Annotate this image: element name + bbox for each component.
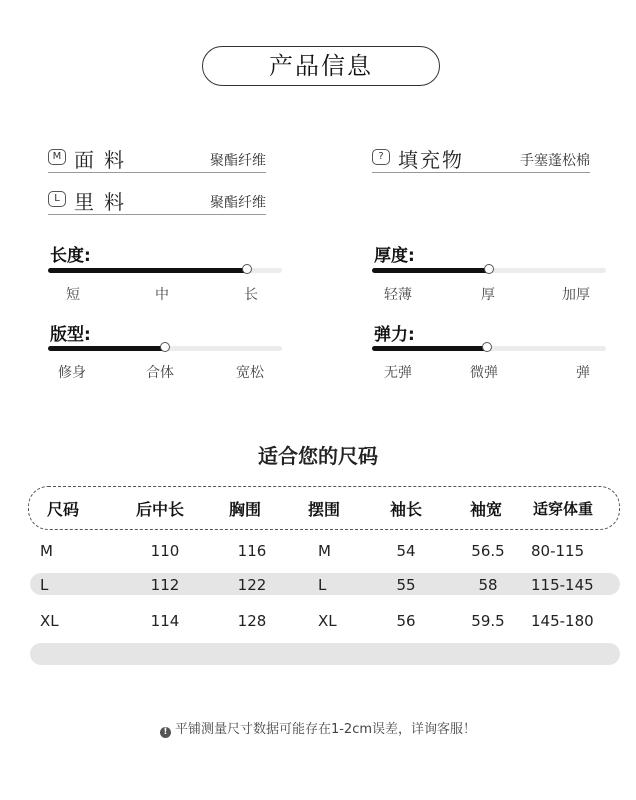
material-label: 填充物 — [398, 148, 464, 172]
elasticity-label: 弹力: — [374, 325, 415, 345]
tick-label: 轻薄 — [384, 287, 412, 303]
length-slider — [48, 268, 282, 273]
elasticity-slider — [372, 346, 606, 351]
elasticity-fill — [372, 346, 487, 351]
section-title-pill — [202, 46, 440, 86]
table-cell: 56 — [396, 612, 416, 630]
row-stripe — [30, 643, 620, 665]
exclamation-icon: ! — [160, 727, 171, 738]
table-cell: 110 — [150, 542, 180, 560]
fit-slider — [48, 346, 282, 351]
material-value: 手塞蓬松棉 — [520, 153, 590, 169]
table-cell: 56.5 — [471, 542, 505, 560]
material-row-fabric — [48, 146, 266, 173]
table-cell: 58 — [478, 576, 498, 594]
table-header-cell: 袖长 — [389, 500, 422, 519]
table-cell: 115-145 — [531, 576, 594, 594]
table-cell: L — [318, 576, 327, 594]
thickness-slider — [372, 268, 606, 273]
note-text: 平铺测量尺寸数据可能存在1-2cm误差，详询客服！ — [174, 722, 477, 737]
table-header-cell: 摆围 — [307, 500, 340, 519]
tick-label: 加厚 — [562, 287, 590, 303]
thickness-label: 厚度: — [374, 246, 415, 266]
table-cell: XL — [40, 612, 59, 630]
table-cell: 116 — [237, 542, 267, 560]
table-cell: 114 — [150, 612, 180, 630]
material-row-filling — [372, 146, 590, 173]
table-header-cell: 胸围 — [228, 500, 261, 519]
table-cell: 59.5 — [471, 612, 505, 630]
length-label: 长度: — [50, 246, 91, 266]
measurement-note — [0, 718, 636, 738]
length-knob — [242, 264, 252, 274]
fit-fill — [48, 346, 165, 351]
material-label: 面料 — [74, 148, 134, 172]
tick-label: 短 — [66, 287, 80, 303]
tick-label: 修身 — [58, 365, 86, 381]
table-cell: L — [40, 576, 49, 594]
table-header-cell: 后中长 — [135, 500, 184, 519]
fit-label: 版型: — [50, 325, 91, 345]
question-badge-icon: ? — [372, 149, 390, 165]
material-row-lining — [48, 188, 266, 215]
table-cell: 145-180 — [531, 612, 594, 630]
table-cell: 122 — [237, 576, 267, 594]
thickness-knob — [484, 264, 494, 274]
table-cell: 128 — [237, 612, 267, 630]
table-cell: 55 — [396, 576, 416, 594]
l-badge-icon: L — [48, 191, 66, 207]
table-header-cell: 尺码 — [46, 500, 79, 519]
table-cell: 112 — [150, 576, 180, 594]
table-cell: XL — [318, 612, 337, 630]
tick-label: 微弹 — [470, 365, 498, 381]
elasticity-knob — [482, 342, 492, 352]
material-value: 聚酯纤维 — [210, 195, 266, 211]
length-fill — [48, 268, 247, 273]
tick-label: 宽松 — [236, 365, 264, 381]
table-header-cell: 适穿体重 — [532, 500, 593, 518]
tick-label: 无弹 — [384, 365, 412, 381]
page-title: 产品信息 — [269, 52, 373, 80]
table-cell: M — [40, 542, 53, 560]
tick-label: 合体 — [146, 365, 174, 381]
tick-label: 长 — [244, 287, 258, 303]
table-header-cell: 袖宽 — [469, 500, 502, 519]
tick-label: 中 — [155, 287, 169, 303]
m-badge-icon: M — [48, 149, 66, 165]
fit-knob — [160, 342, 170, 352]
table-cell: 54 — [396, 542, 416, 560]
material-value: 聚酯纤维 — [210, 153, 266, 169]
size-section-title: 适合您的尺码 — [258, 444, 378, 468]
thickness-fill — [372, 268, 489, 273]
table-cell: M — [318, 542, 331, 560]
table-cell: 80-115 — [531, 542, 585, 560]
material-label: 里料 — [74, 190, 134, 214]
tick-label: 厚 — [481, 287, 495, 303]
tick-label: 弹 — [576, 365, 590, 381]
